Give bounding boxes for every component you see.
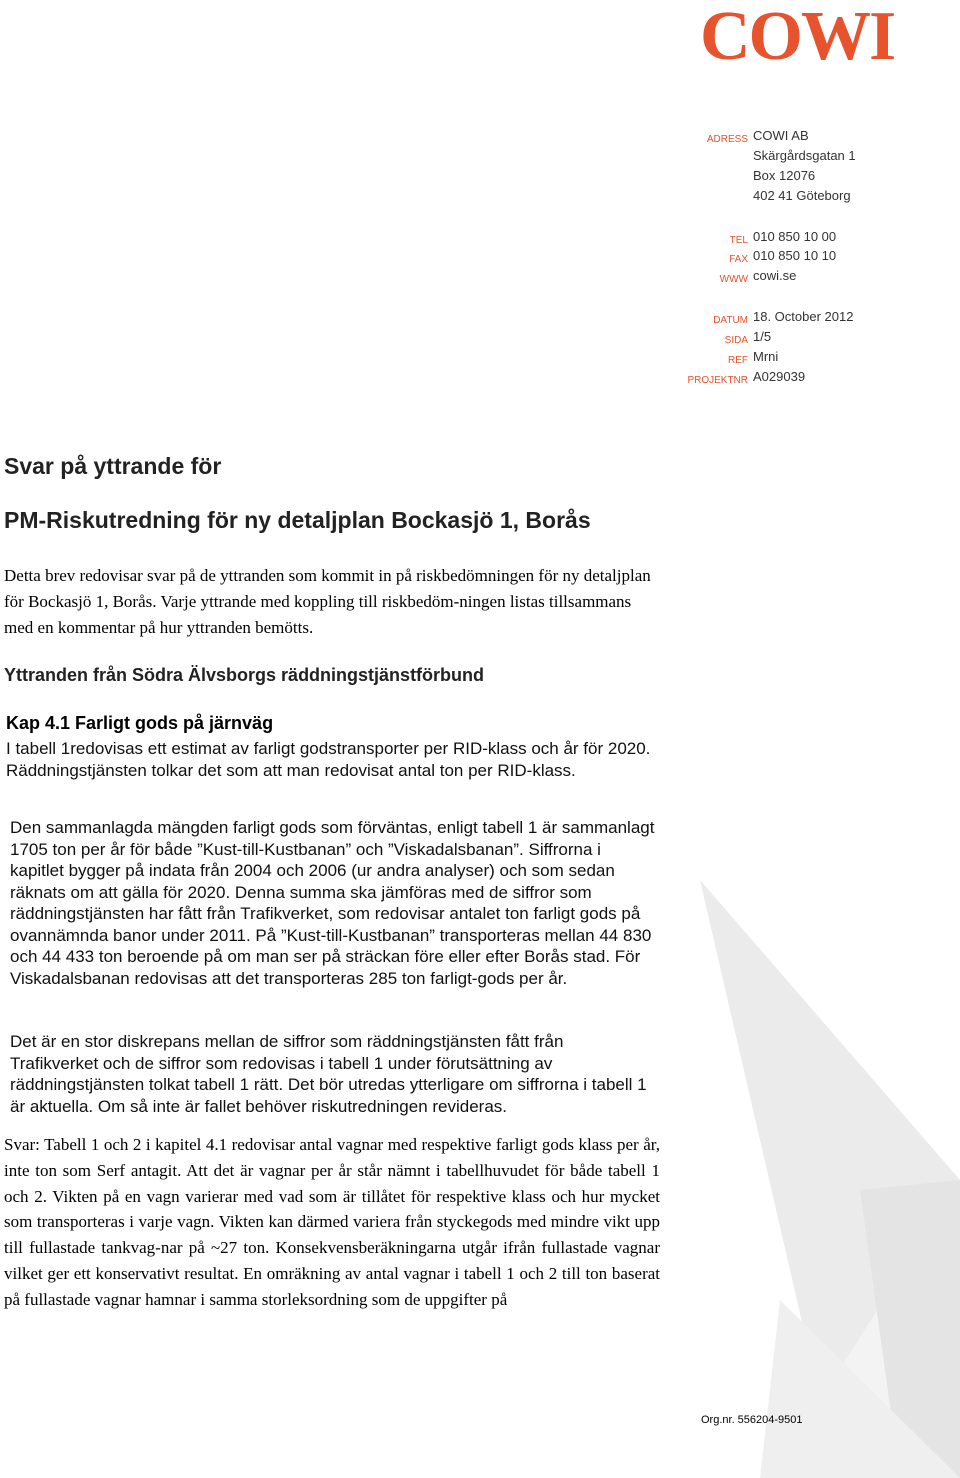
quote-paragraph-3: Det är en stor diskrepans mellan de siffror som räddningstjänsten fått från Trafikverket och de siffror som redovisas i tabell 1 under förutsättning av räddningstjänsten tolkat tabell 1 rätt. Det bör utredas ytterligare om siffrorna i tabell 1 är aktuella. Om så inte är fallet behöver riskutredningen revideras. — [10, 1032, 647, 1116]
quote-paragraph-2: Den sammanlagda mängden farligt gods som förväntas, enligt tabell 1 är sammanlagt 1705 ton per år för både ”Kust-till-Kustbanan” och ”Viskadalsbanan”. Siffrorna i kapitlet bygger på indata från 2004 och 2006 (ur andra analyser) och som sedan räknats om att gälla för 2020. Denna summa ska jämföras med de siffror som räddningstjänsten har fått från Trafikverket, som redovisar antalet ton farligt gods på ovannämnda banor under 2011. På ”Kust-till-Kustbanan” transporteras mellan 44 830 och 44 433 ton beroende på om man ser på sträckan före eller efter Borås stad. För Viskadalsbanan redovisas att det transporteras 285 ton farligt-gods per år. — [10, 818, 655, 988]
answer-paragraph: Svar: Tabell 1 och 2 i kapitel 4.1 redovisar antal vagnar med respektive farligt gods klass per år, inte ton som Serf antagit. Att det är vagnar per år står nämnt i tabellhuvudet för både tabell 1 och 2. Vikten på en vagn varierar med vad som är tillåtet för respektive klass och hur mycket som transporteras i varje vagn. Vikten kan därmed variera från styckegods med mindre vikt upp till fullastade tankvag-nar på ~27 ton. Konsekvensberäkningarna utgår ifrån fullastade vagnar vilket ger ett konservativt resultat. En omräkning av antal vagnar i tabell 1 och 2 till ton baserat på fullastade vagnar hamnar i samma storleksordning som de uppgifter på — [4, 1135, 660, 1309]
ref-value: Mrni — [753, 349, 779, 364]
tel-label: TEL — [729, 235, 748, 246]
intro-paragraph: Detta brev redovisar svar på de yttranden som kommit in på riskbedömningen för ny detaljplan för Bockasjö 1, Borås. Varje yttrande med koppling till riskbedöm-ningen listas tillsammans med en kommentar på hur yttranden bemötts. — [4, 566, 651, 637]
date-label: DATUM — [713, 315, 748, 326]
document-title-line-2: PM-Riskutredning för ny detaljplan Bockasjö 1, Borås — [4, 507, 591, 533]
org-number: Org.nr. 556204-9501 — [701, 1414, 803, 1426]
quote-heading: Kap 4.1 Farligt gods på järnväg — [6, 713, 274, 733]
fax-label: FAX — [729, 254, 748, 265]
address-line-3: Box 12076 — [753, 168, 816, 183]
date-value: 18. October 2012 — [753, 309, 854, 324]
address-label: ADRESS — [706, 134, 748, 145]
www-label: WWW — [719, 274, 748, 285]
document-title-line-1: Svar på yttrande för — [4, 453, 222, 479]
www-link[interactable]: cowi.se — [753, 268, 797, 283]
tel-value: 010 850 10 00 — [753, 229, 837, 244]
fax-value: 010 850 10 10 — [753, 248, 837, 263]
section-heading: Yttranden från Södra Älvsborgs räddningstjänstförbund — [4, 665, 485, 685]
cowi-logo: COWI — [700, 0, 895, 75]
project-number-value: A029039 — [753, 369, 806, 384]
page-label: SIDA — [724, 335, 748, 346]
address-line-1: COWI AB — [753, 128, 809, 143]
address-line-4: 402 41 Göteborg — [753, 188, 851, 203]
address-line-2: Skärgårdsgatan 1 — [753, 148, 856, 163]
ref-label: REF — [728, 355, 748, 366]
project-number-label: PROJEKTNR — [687, 375, 748, 386]
page-value: 1/5 — [753, 329, 772, 344]
quote-paragraph-1: I tabell 1redovisas ett estimat av farligt godstransporter per RID-klass och år för 2020. Räddningstjänsten tolkar det som att man redovisat antal ton per RID-klass. — [6, 739, 651, 780]
